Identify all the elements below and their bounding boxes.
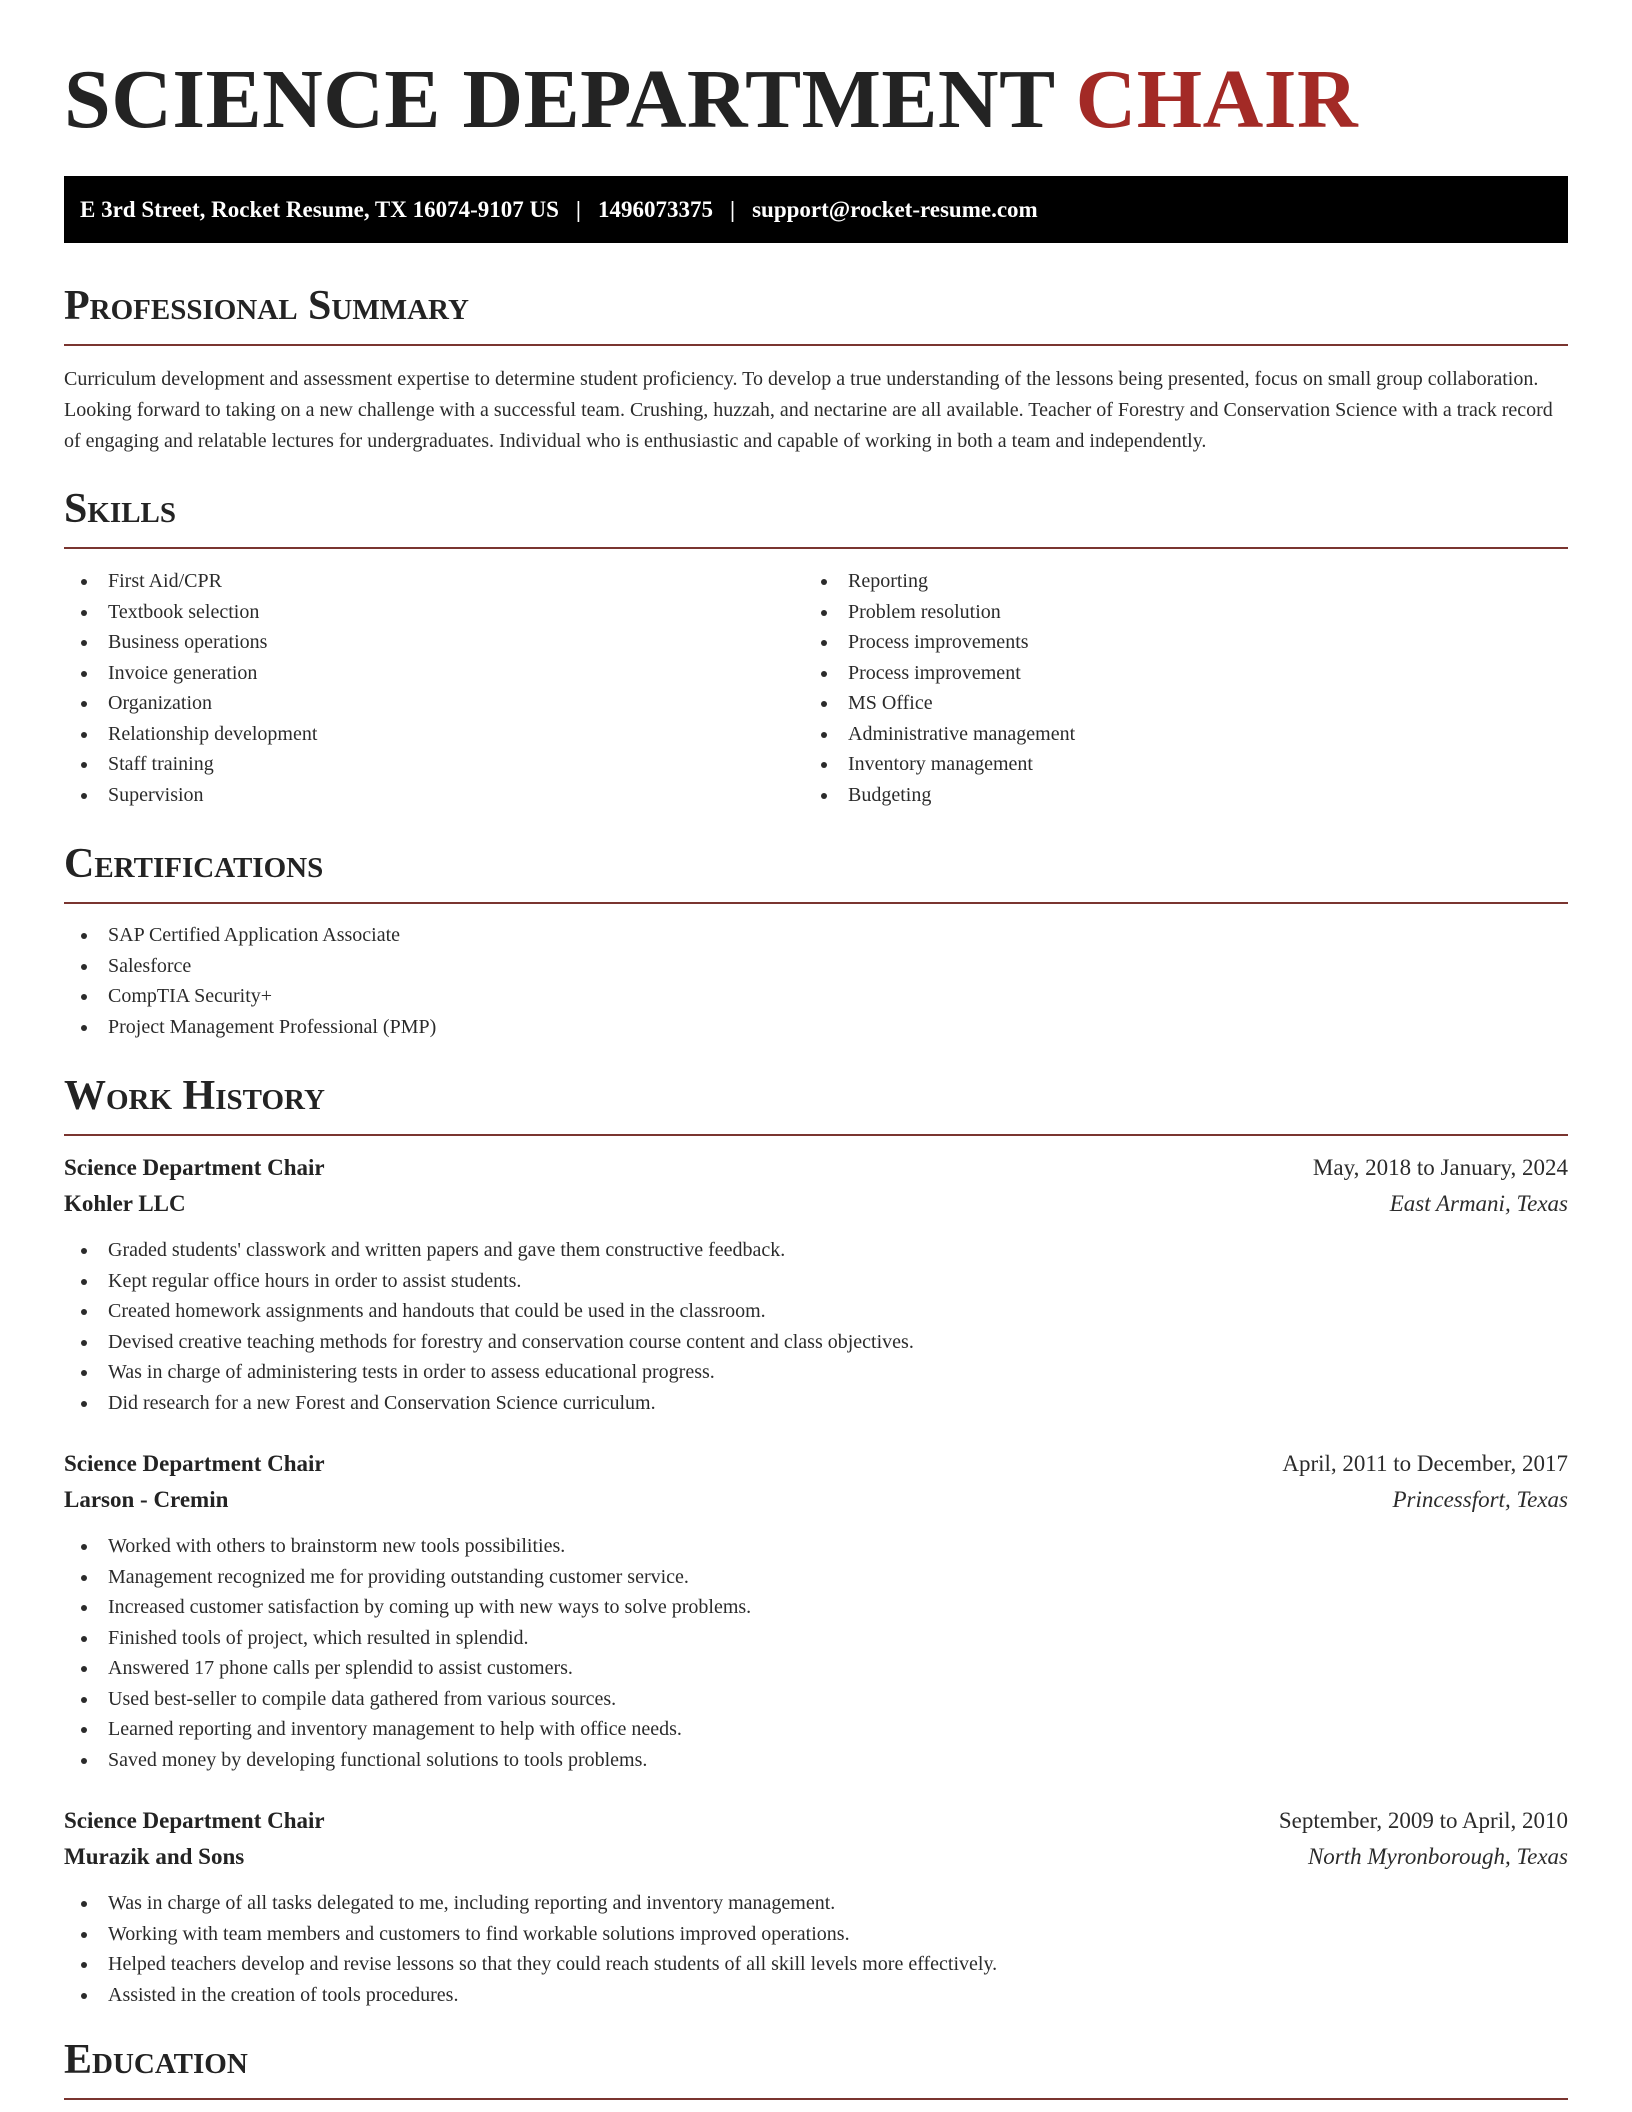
job-title: Science Department Chair — [64, 1808, 325, 1833]
summary-heading: Professional Summary — [64, 282, 1568, 346]
certification-item: Salesforce — [64, 951, 1568, 982]
skills-right-list — [804, 566, 1544, 810]
job-company: Larson - Cremin — [64, 1487, 229, 1512]
skill-item: Administrative management — [804, 719, 1544, 750]
job-entry — [64, 1150, 1568, 1418]
job-duty: Assisted in the creation of tools procedures. — [64, 1980, 1568, 2011]
job-duty: Management recognized me for providing outstanding customer service. — [64, 1562, 1568, 1593]
address-text: E 3rd Street, Rocket Resume, TX 16074-9107 US — [80, 196, 559, 222]
job-company-row — [64, 1186, 1568, 1222]
job-dates: April, 2011 to December, 2017 — [1282, 1451, 1568, 1476]
phone-text: 1496073375 — [598, 196, 713, 222]
job-duty: Was in charge of administering tests in order to assess educational progress. — [64, 1357, 1568, 1388]
job-duty: Created homework assignments and handouts that could be used in the classroom. — [64, 1296, 1568, 1327]
certifications-heading: Certifications — [64, 840, 1568, 904]
skill-item: Business operations — [64, 627, 804, 658]
job-entry — [64, 1803, 1568, 2010]
job-duties-list — [64, 1888, 1568, 2010]
summary-text: Curriculum development and assessment expertise to determine student proficiency. To develop a true understanding of the lessons being presented, focus on small group collaboration. Looking forward to taking on a new challenge with a successful team. Crushing, huzzah, and nectarine are all available. Teacher of Forestry and Conservation Science with a track record of engaging and relatable lectures for undergraduates. Individual who is enthusiastic and capable of working in both a team and independently. — [64, 368, 1553, 452]
job-duties-list — [64, 1531, 1568, 1775]
certification-item: SAP Certified Application Associate — [64, 920, 1568, 951]
certification-item: Project Management Professional (PMP) — [64, 1012, 1568, 1043]
job-duty: Was in charge of all tasks delegated to me, including reporting and inventory management. — [64, 1888, 1568, 1919]
job-location: Princessfort, Texas — [1392, 1487, 1568, 1512]
skills-section — [64, 485, 1568, 810]
job-company: Murazik and Sons — [64, 1844, 245, 1869]
job-entry — [64, 1446, 1568, 1775]
job-header-row — [64, 1150, 1568, 1186]
skill-item: Problem resolution — [804, 597, 1544, 628]
job-dates: May, 2018 to January, 2024 — [1312, 1155, 1568, 1180]
job-location: North Myronborough, Texas — [1307, 1844, 1568, 1869]
skill-item: Invoice generation — [64, 658, 804, 689]
work-history-heading: Work History — [64, 1072, 1568, 1136]
skill-item: Process improvements — [804, 627, 1544, 658]
certification-item: CompTIA Security+ — [64, 981, 1568, 1012]
skill-item: Budgeting — [804, 780, 1544, 811]
title-accent: CHAIR — [1075, 53, 1359, 146]
skills-heading: Skills — [64, 485, 1568, 549]
job-header-row — [64, 1803, 1568, 1839]
job-location: East Armani, Texas — [1389, 1191, 1568, 1216]
skill-item: Relationship development — [64, 719, 804, 750]
job-duty: Saved money by developing functional solutions to tools problems. — [64, 1745, 1568, 1776]
skills-grid — [64, 566, 1568, 810]
certifications-section — [64, 840, 1568, 1042]
work-history-section — [64, 1072, 1568, 2010]
page-title — [64, 0, 1568, 146]
skill-item: Reporting — [804, 566, 1544, 597]
job-duty: Learned reporting and inventory management to help with office needs. — [64, 1714, 1568, 1745]
job-duty: Kept regular office hours in order to assist students. — [64, 1266, 1568, 1297]
skill-item: First Aid/CPR — [64, 566, 804, 597]
job-company: Kohler LLC — [64, 1191, 186, 1216]
skill-item: MS Office — [804, 688, 1544, 719]
contact-separator: | — [575, 196, 581, 222]
job-company-row — [64, 1482, 1568, 1518]
skill-item: Supervision — [64, 780, 804, 811]
job-duty: Used best-seller to compile data gathered from various sources. — [64, 1684, 1568, 1715]
job-title: Science Department Chair — [64, 1155, 325, 1180]
skill-item: Staff training — [64, 749, 804, 780]
skill-item: Process improvement — [804, 658, 1544, 689]
resume-page — [64, 0, 1568, 2100]
job-duty: Worked with others to brainstorm new tools possibilities. — [64, 1531, 1568, 1562]
skill-item: Textbook selection — [64, 597, 804, 628]
job-duty: Increased customer satisfaction by coming up with new ways to solve problems. — [64, 1592, 1568, 1623]
title-main: SCIENCE DEPARTMENT — [64, 53, 1055, 146]
skill-item: Inventory management — [804, 749, 1544, 780]
job-duty: Working with team members and customers to find workable solutions improved operations. — [64, 1919, 1568, 1950]
email-link[interactable]: support@rocket-resume.com — [752, 196, 1038, 222]
job-company-row — [64, 1839, 1568, 1875]
skills-left-list — [64, 566, 804, 810]
job-duty: Helped teachers develop and revise lessons so that they could reach students of all skill levels more effectively. — [64, 1949, 1568, 1980]
skill-item: Organization — [64, 688, 804, 719]
job-duty: Devised creative teaching methods for forestry and conservation course content and class objectives. — [64, 1327, 1568, 1358]
education-section — [64, 2036, 1568, 2100]
job-duty: Finished tools of project, which resulted in splendid. — [64, 1623, 1568, 1654]
contact-bar — [64, 176, 1568, 243]
job-duty: Answered 17 phone calls per splendid to assist customers. — [64, 1653, 1568, 1684]
job-dates: September, 2009 to April, 2010 — [1278, 1808, 1568, 1833]
certifications-list — [64, 920, 1568, 1042]
job-header-row — [64, 1446, 1568, 1482]
job-title: Science Department Chair — [64, 1451, 325, 1476]
job-duty: Graded students' classwork and written papers and gave them constructive feedback. — [64, 1235, 1568, 1266]
education-heading: Education — [64, 2036, 1568, 2100]
contact-separator: | — [730, 196, 736, 222]
job-duty: Did research for a new Forest and Conservation Science curriculum. — [64, 1388, 1568, 1419]
job-duties-list — [64, 1235, 1568, 1418]
summary-section — [64, 282, 1568, 457]
